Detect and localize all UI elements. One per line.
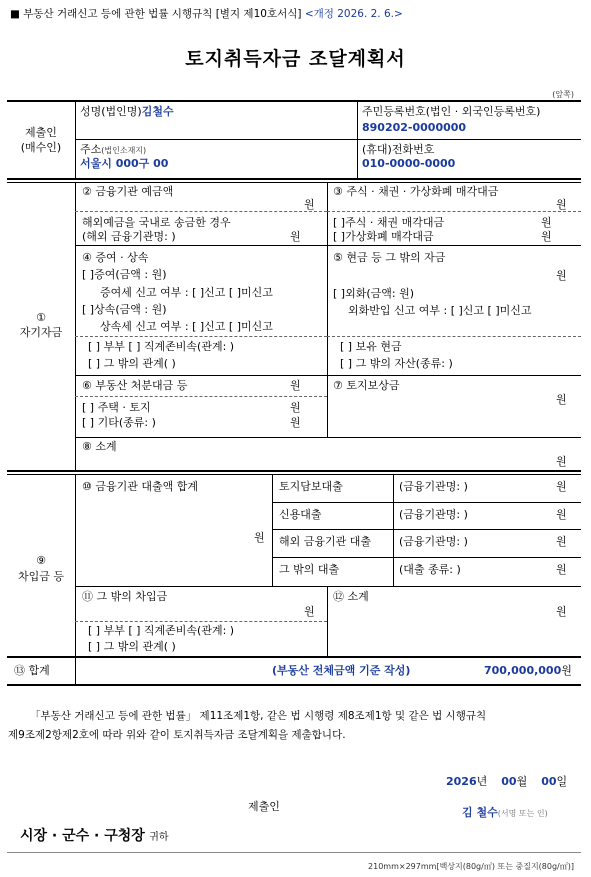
loan-total-unit[interactable]: 원 (254, 531, 265, 544)
loan-institution-field[interactable]: (금융기관명: ) (399, 535, 468, 548)
loan-type: 토지담보대출 (279, 480, 343, 493)
stock-bond-checkbox[interactable]: [ ]주식 · 채권 매각대금 (333, 216, 445, 229)
recipient: 시장 · 군수 · 구청장 귀하 (20, 828, 169, 844)
borrowed-label: 차입금 등 (17, 570, 64, 583)
crypto-checkbox[interactable]: [ ]가상화폐 매각대금 (333, 230, 434, 243)
inherit-tax-checkbox[interactable]: 상속세 신고 여부 : [ ]신고 [ ]미신고 (100, 320, 273, 333)
phone-value[interactable]: 010-0000-0000 (362, 157, 456, 170)
declaration-line-2: 제9조제2항제2호에 따라 위와 같이 토지취득자금 조달계획을 제출합니다. (8, 729, 346, 741)
borrowed-subtotal-label: ⑫ 소계 (333, 590, 369, 603)
submission-date[interactable]: 2026년 00월 00일 (446, 775, 568, 788)
loan-type: 그 밖의 대출 (279, 563, 340, 576)
cash-other-label: ⑤ 현금 등 그 밖의 자금 (333, 251, 446, 264)
loan-unit[interactable]: 원 (556, 480, 567, 493)
other-property-checkbox[interactable]: [ ] 기타(종류: ) (82, 416, 156, 429)
address-value[interactable]: 서울시 000구 00 (80, 157, 169, 170)
loan-unit[interactable]: 원 (556, 508, 567, 521)
overseas-deposit-label: 해외예금을 국내로 송금한 경우 (82, 216, 231, 229)
gift-inherit-label: ④ 증여 · 상속 (82, 251, 149, 264)
name-field[interactable]: 성명(법인명)김철수 (80, 105, 174, 118)
securities-unit[interactable]: 원 (556, 198, 567, 211)
paper-spec: 210mm×297mm[백상지(80g/㎡) 또는 중질지(80g/㎡)] (368, 862, 574, 871)
loan-unit[interactable]: 원 (556, 563, 567, 576)
borrowed-subtotal-unit[interactable]: 원 (556, 605, 567, 618)
loan-type: 해외 금융기관 대출 (279, 535, 372, 548)
name-value: 김철수 (141, 105, 174, 118)
total-note: (부동산 전체금액 기준 작성) (272, 664, 411, 677)
form-title: 토지취득자금 조달계획서 (185, 48, 406, 70)
relation-checkbox[interactable]: [ ] 부부 [ ] 직계존비속(관계: ) (88, 340, 235, 353)
loan-unit[interactable]: 원 (556, 535, 567, 548)
overseas-institution-field[interactable]: (해외 금융기관명: ) (82, 230, 176, 243)
borrowed-num: ⑨ (36, 554, 46, 567)
borrow-other-relation-checkbox[interactable]: [ ] 그 밖의 관계( ) (88, 640, 176, 653)
loan-institution-field[interactable]: (금융기관명: ) (399, 480, 468, 493)
id-value[interactable]: 890202-0000000 (362, 121, 467, 134)
other-borrowing-label: ⑪ 그 밖의 차입금 (82, 590, 168, 603)
compensation-unit[interactable]: 원 (556, 393, 567, 406)
loan-total-label: ⑩ 금융기관 대출액 합계 (82, 480, 198, 493)
own-subtotal-unit[interactable]: 원 (556, 455, 567, 468)
property-disposal-label: ⑥ 부동산 처분대금 등 (82, 379, 188, 392)
declaration-line-1: 「부동산 거래신고 등에 관한 법률」 제11조제1항, 같은 법 시행령 제8조제1항 및 같은 법 시행규칙 (30, 710, 487, 722)
house-land-unit[interactable]: 원 (290, 401, 301, 414)
submitter-section-sublabel: (매수인) (20, 141, 62, 154)
compensation-label: ⑦ 토지보상금 (333, 379, 400, 392)
overseas-deposit-unit[interactable]: 원 (290, 230, 301, 243)
house-land-checkbox[interactable]: [ ] 주택 · 토지 (82, 401, 151, 414)
id-label: 주민등록번호(법인 · 외국인등록번호) (362, 105, 541, 118)
other-relation-checkbox[interactable]: [ ] 그 밖의 관계( ) (88, 357, 176, 370)
loan-institution-field[interactable]: (금융기관명: ) (399, 508, 468, 521)
fx-import-checkbox[interactable]: 외화반입 신고 여부 : [ ]신고 [ ]미신고 (348, 304, 532, 317)
phone-label: (휴대)전화번호 (362, 143, 435, 156)
total-label: ⑬ 합계 (14, 664, 50, 677)
gift-checkbox[interactable]: [ ]증여(금액 : 원) (82, 268, 167, 281)
other-borrowing-unit[interactable]: 원 (304, 605, 315, 618)
own-funds-label: 자기자금 (19, 326, 63, 339)
page-side-note: (앞쪽) (552, 90, 574, 99)
deposit-unit[interactable]: 원 (304, 198, 315, 211)
revision-note: <개정 2026. 2. 6.> (304, 8, 403, 20)
securities-label: ③ 주식 · 채권 · 가상화폐 매각대금 (333, 185, 499, 198)
total-amount[interactable]: 700,000,000원 (484, 664, 572, 677)
inherit-checkbox[interactable]: [ ]상속(금액 : 원) (82, 303, 167, 316)
other-assets-checkbox[interactable]: [ ] 그 밖의 자산(종류: ) (340, 357, 453, 370)
signature-field[interactable]: 김 철수(서명 또는 인) (462, 806, 548, 819)
gift-tax-checkbox[interactable]: 증여세 신고 여부 : [ ]신고 [ ]미신고 (100, 286, 273, 299)
own-subtotal-label: ⑧ 소계 (82, 440, 117, 453)
form-reference: ■ 부동산 거래신고 등에 관한 법률 시행규칙 [별지 제10호서식] <개정 2026. 2. 6.> (10, 8, 403, 20)
foreign-currency-checkbox[interactable]: [ ]외화(금액: 원) (333, 287, 414, 300)
cash-other-unit[interactable]: 원 (556, 269, 567, 282)
loan-kind-field[interactable]: (대출 종류: ) (399, 563, 461, 576)
cash-on-hand-checkbox[interactable]: [ ] 보유 현금 (340, 340, 402, 353)
borrow-relation-checkbox[interactable]: [ ] 부부 [ ] 직계존비속(관계: ) (88, 624, 235, 637)
signature-label: 제출인 (248, 800, 280, 813)
own-funds-num: ① (36, 311, 46, 324)
stock-bond-unit[interactable]: 원 (541, 216, 552, 229)
property-disposal-unit[interactable]: 원 (290, 379, 301, 392)
other-property-unit[interactable]: 원 (290, 416, 301, 429)
address-label: 주소(법인소재지) (80, 143, 147, 156)
deposit-label: ② 금융기관 예금액 (82, 185, 174, 198)
submitter-section-label: 제출인 (25, 126, 57, 139)
crypto-unit[interactable]: 원 (541, 230, 552, 243)
loan-type: 신용대출 (279, 508, 322, 521)
